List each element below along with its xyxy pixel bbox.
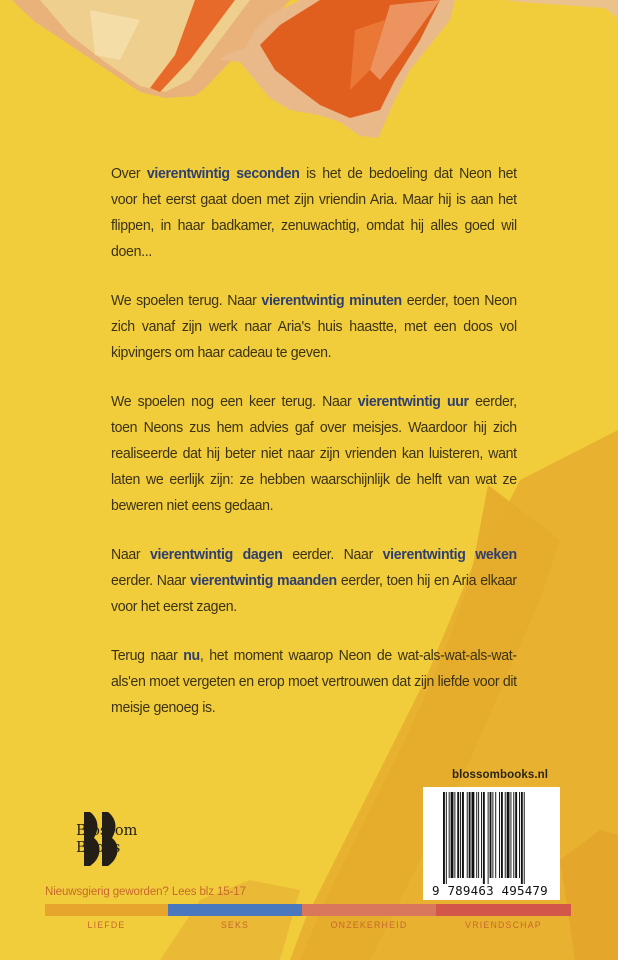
isbn-number: 9 789463 495479: [432, 883, 548, 898]
blurb-text-run: Over: [111, 165, 147, 182]
isbn-barcode: [423, 787, 560, 900]
blurb-paragraph-2: [111, 288, 517, 366]
blurb-text-run: eerder. Naar: [282, 546, 383, 563]
blurb-text-run: eerder, toen Neon zich vanaf zijn werk naar Aria's huis haastte, met een doos vol kipvingers om haar cadeau te geven.: [111, 292, 517, 361]
theme-bar-segment-seks: [168, 904, 302, 916]
blurb-paragraph-1: [111, 161, 517, 265]
blurb-text-run: eerder. Naar: [111, 572, 191, 589]
highlighted-phrase: vierentwintig maanden: [190, 572, 337, 589]
blurb-text-run: We spoelen nog een keer terug. Naar: [111, 393, 358, 410]
blurb-text-run: eerder, toen hij en Aria elkaar voor het eerst zagen.: [111, 572, 517, 615]
blurb-text-run: eerder, toen Neons zus hem advies gaf over meisjes. Waardoor hij zich realiseerde dat hij beter niet naar zijn vrienden kan luisteren, want laten we eerlijk zijn: ze hebben waarschijnlijk de helft van wat ze beweren niet eens gedaan.: [111, 393, 517, 514]
publisher-url[interactable]: blossombooks.nl: [452, 769, 549, 781]
highlighted-phrase: vierentwintig weken: [382, 546, 517, 563]
blurb-text-run: is het de bedoeling dat Neon het voor het eerst gaat doen met zijn vriendin Aria. Maar hij is aan het flippen, in haar badkamer, zenuwachtig, omdat hij alles goed wil doen...: [111, 165, 517, 260]
highlighted-phrase: nu: [183, 647, 200, 664]
blurb-paragraph-5: [111, 643, 517, 721]
blurb-text: [111, 161, 515, 744]
blurb-paragraph-3: [111, 389, 517, 519]
theme-labels: [45, 920, 571, 934]
theme-color-bar: [45, 904, 571, 916]
publisher-name-line2: Books: [76, 840, 121, 856]
theme-label-seks: SEKS: [220, 920, 250, 930]
blurb-text-run: Naar: [111, 546, 151, 563]
theme-label-liefde: LIEFDE: [87, 920, 126, 930]
blurb-text-run: , het moment waarop Neon de wat-als-wat-als-wat-als'en moet vergeten en erop moet vertrouwen dat zijn liefde voor dit meisje genoeg is.: [111, 647, 517, 716]
highlighted-phrase: vierentwintig seconden: [146, 165, 300, 182]
theme-bar-segment-vriendschap: [436, 904, 571, 916]
publisher-name-line1: Blossom: [76, 823, 138, 839]
theme-label-vriendschap: VRIENDSCHAP: [465, 920, 542, 930]
highlighted-phrase: vierentwintig uur: [357, 393, 469, 410]
blurb-text-run: We spoelen terug. Naar: [111, 292, 262, 309]
highlighted-phrase: vierentwintig dagen: [150, 546, 283, 563]
blurb-text-run: Terug naar: [111, 647, 184, 664]
blurb-paragraph-4: [111, 542, 517, 620]
theme-label-onzekerheid: ONZEKERHEID: [330, 920, 408, 930]
teaser-text: Nieuwsgierig geworden? Lees blz 15-17: [45, 886, 246, 898]
theme-bar-segment-onzekerheid: [302, 904, 436, 916]
publisher-name: [76, 823, 137, 857]
highlighted-phrase: vierentwintig minuten: [261, 292, 402, 309]
theme-bar-segment-liefde: [45, 904, 168, 916]
